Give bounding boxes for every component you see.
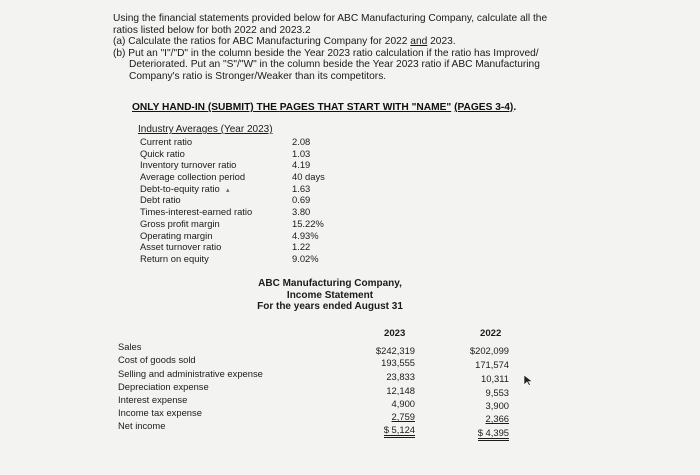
- value-2023: 12,148: [386, 385, 415, 396]
- value-2023: 23,833: [386, 371, 415, 382]
- column-header-2022: 2022: [480, 328, 502, 339]
- line-item-label: Interest expense: [118, 394, 188, 405]
- instructions: [113, 13, 583, 83]
- industry-averages-title: Industry Averages (Year 2023): [138, 124, 273, 135]
- line-item-label: Net income: [118, 420, 166, 431]
- statement-period: For the years ended August 31: [257, 301, 403, 312]
- ratio-label: Inventory turnover ratio: [140, 159, 237, 171]
- submit-text-2: PAGES THAT START WITH "NAME": [279, 102, 452, 113]
- instruction-part-a: [113, 36, 583, 48]
- industry-row: [140, 159, 340, 171]
- part-a-end: 2023.: [427, 36, 456, 48]
- ratio-value: 9.02%: [292, 252, 319, 264]
- stray-mark-icon: ▴: [226, 186, 230, 194]
- submit-text-4: (PAGES 3-4): [454, 102, 514, 113]
- industry-row: [140, 218, 340, 230]
- ratio-value: 4.19: [292, 159, 311, 171]
- value-2022: $202,099: [469, 345, 509, 356]
- ratio-value: 4.93%: [292, 229, 319, 241]
- value-2022: 10,311: [481, 373, 509, 384]
- value-2022: 3,900: [485, 400, 509, 411]
- ratio-value: 15.22%: [292, 217, 324, 229]
- submit-text-5: .: [513, 102, 517, 113]
- value-2023: 2,759: [391, 411, 415, 422]
- ratio-label: Operating margin: [140, 229, 213, 241]
- ratio-value: 1.63: [292, 182, 311, 194]
- line-item-label: Selling and administrative expense: [118, 368, 263, 379]
- submit-instruction: [132, 102, 516, 113]
- line-item-label: Income tax expense: [118, 407, 202, 418]
- ratio-value: 3.80: [292, 206, 311, 218]
- value-2022: 2,366: [485, 413, 509, 424]
- mouse-pointer-icon: [523, 374, 535, 386]
- industry-row: [140, 171, 340, 183]
- ratio-label: Asset turnover ratio: [140, 241, 222, 253]
- industry-row: [140, 148, 340, 160]
- industry-averages-table: [140, 136, 340, 265]
- ratio-label: Return on equity: [140, 252, 209, 264]
- industry-row: [140, 230, 340, 242]
- instruction-part-b-cont: Company's ratio is Stronger/Weaker than its competitors.: [129, 70, 387, 82]
- line-item-label: Cost of goods sold: [118, 354, 196, 365]
- submit-text-1: ONLY HAND-IN (SUBMIT) THE: [132, 102, 280, 113]
- ratio-label: Current ratio: [140, 136, 193, 147]
- column-header-2023: 2023: [384, 328, 406, 339]
- ratio-label: Debt ratio: [140, 194, 181, 206]
- value-2022: 9,553: [485, 387, 509, 398]
- part-a-and: and: [410, 36, 428, 48]
- value-2023: 4,900: [391, 398, 415, 409]
- ratio-label: Gross profit margin: [140, 217, 220, 229]
- instruction-line: ratios listed below for both 2022 and 2023.2: [113, 24, 311, 36]
- statement-title: Income Statement: [286, 289, 374, 301]
- income-statement-heading: [230, 278, 430, 313]
- industry-row: [140, 253, 340, 265]
- ratio-label: Average collection period: [140, 171, 246, 183]
- ratio-value: 1.22: [292, 241, 311, 253]
- value-2023: 193,555: [381, 357, 415, 368]
- value-2023: $ 5,124: [384, 424, 415, 438]
- instruction-line: Using the financial statements provided below for ABC Manufacturing Company, calculate all the: [113, 13, 548, 24]
- line-item-label: Sales: [118, 341, 142, 352]
- value-2022: 171,574: [475, 359, 509, 370]
- instruction-part-b-cont: Deteriorated. Put an "S"/"W" in the column beside the Year 2023 ratio if ABC Manufacturing: [129, 59, 540, 71]
- industry-row: [140, 206, 340, 218]
- ratio-label: Quick ratio: [140, 147, 185, 159]
- ratio-value: 0.69: [292, 194, 311, 206]
- ratio-value: 1.03: [292, 147, 311, 159]
- ratio-value: 2.08: [292, 136, 311, 147]
- industry-row: [140, 183, 340, 195]
- part-a-text: (a) Calculate the ratios for ABC Manufacturing Company for 2022: [113, 36, 411, 48]
- company-name: ABC Manufacturing Company,: [258, 278, 402, 289]
- ratio-label: Times-interest-earned ratio: [140, 206, 253, 218]
- instruction-part-b: (b) Put an "I"/"D" in the column beside the Year 2023 ratio calculation if the ratio has Improved/: [113, 47, 539, 59]
- value-2023: $242,319: [375, 345, 415, 356]
- industry-row: [140, 241, 340, 253]
- industry-row: [140, 194, 340, 206]
- value-2022: $ 4,395: [478, 427, 509, 441]
- income-statement-table: [118, 328, 548, 448]
- line-item-label: Depreciation expense: [118, 381, 209, 392]
- ratio-label: Debt-to-equity ratio: [140, 182, 220, 194]
- industry-row: [140, 136, 340, 148]
- ratio-value: 40 days: [292, 171, 325, 183]
